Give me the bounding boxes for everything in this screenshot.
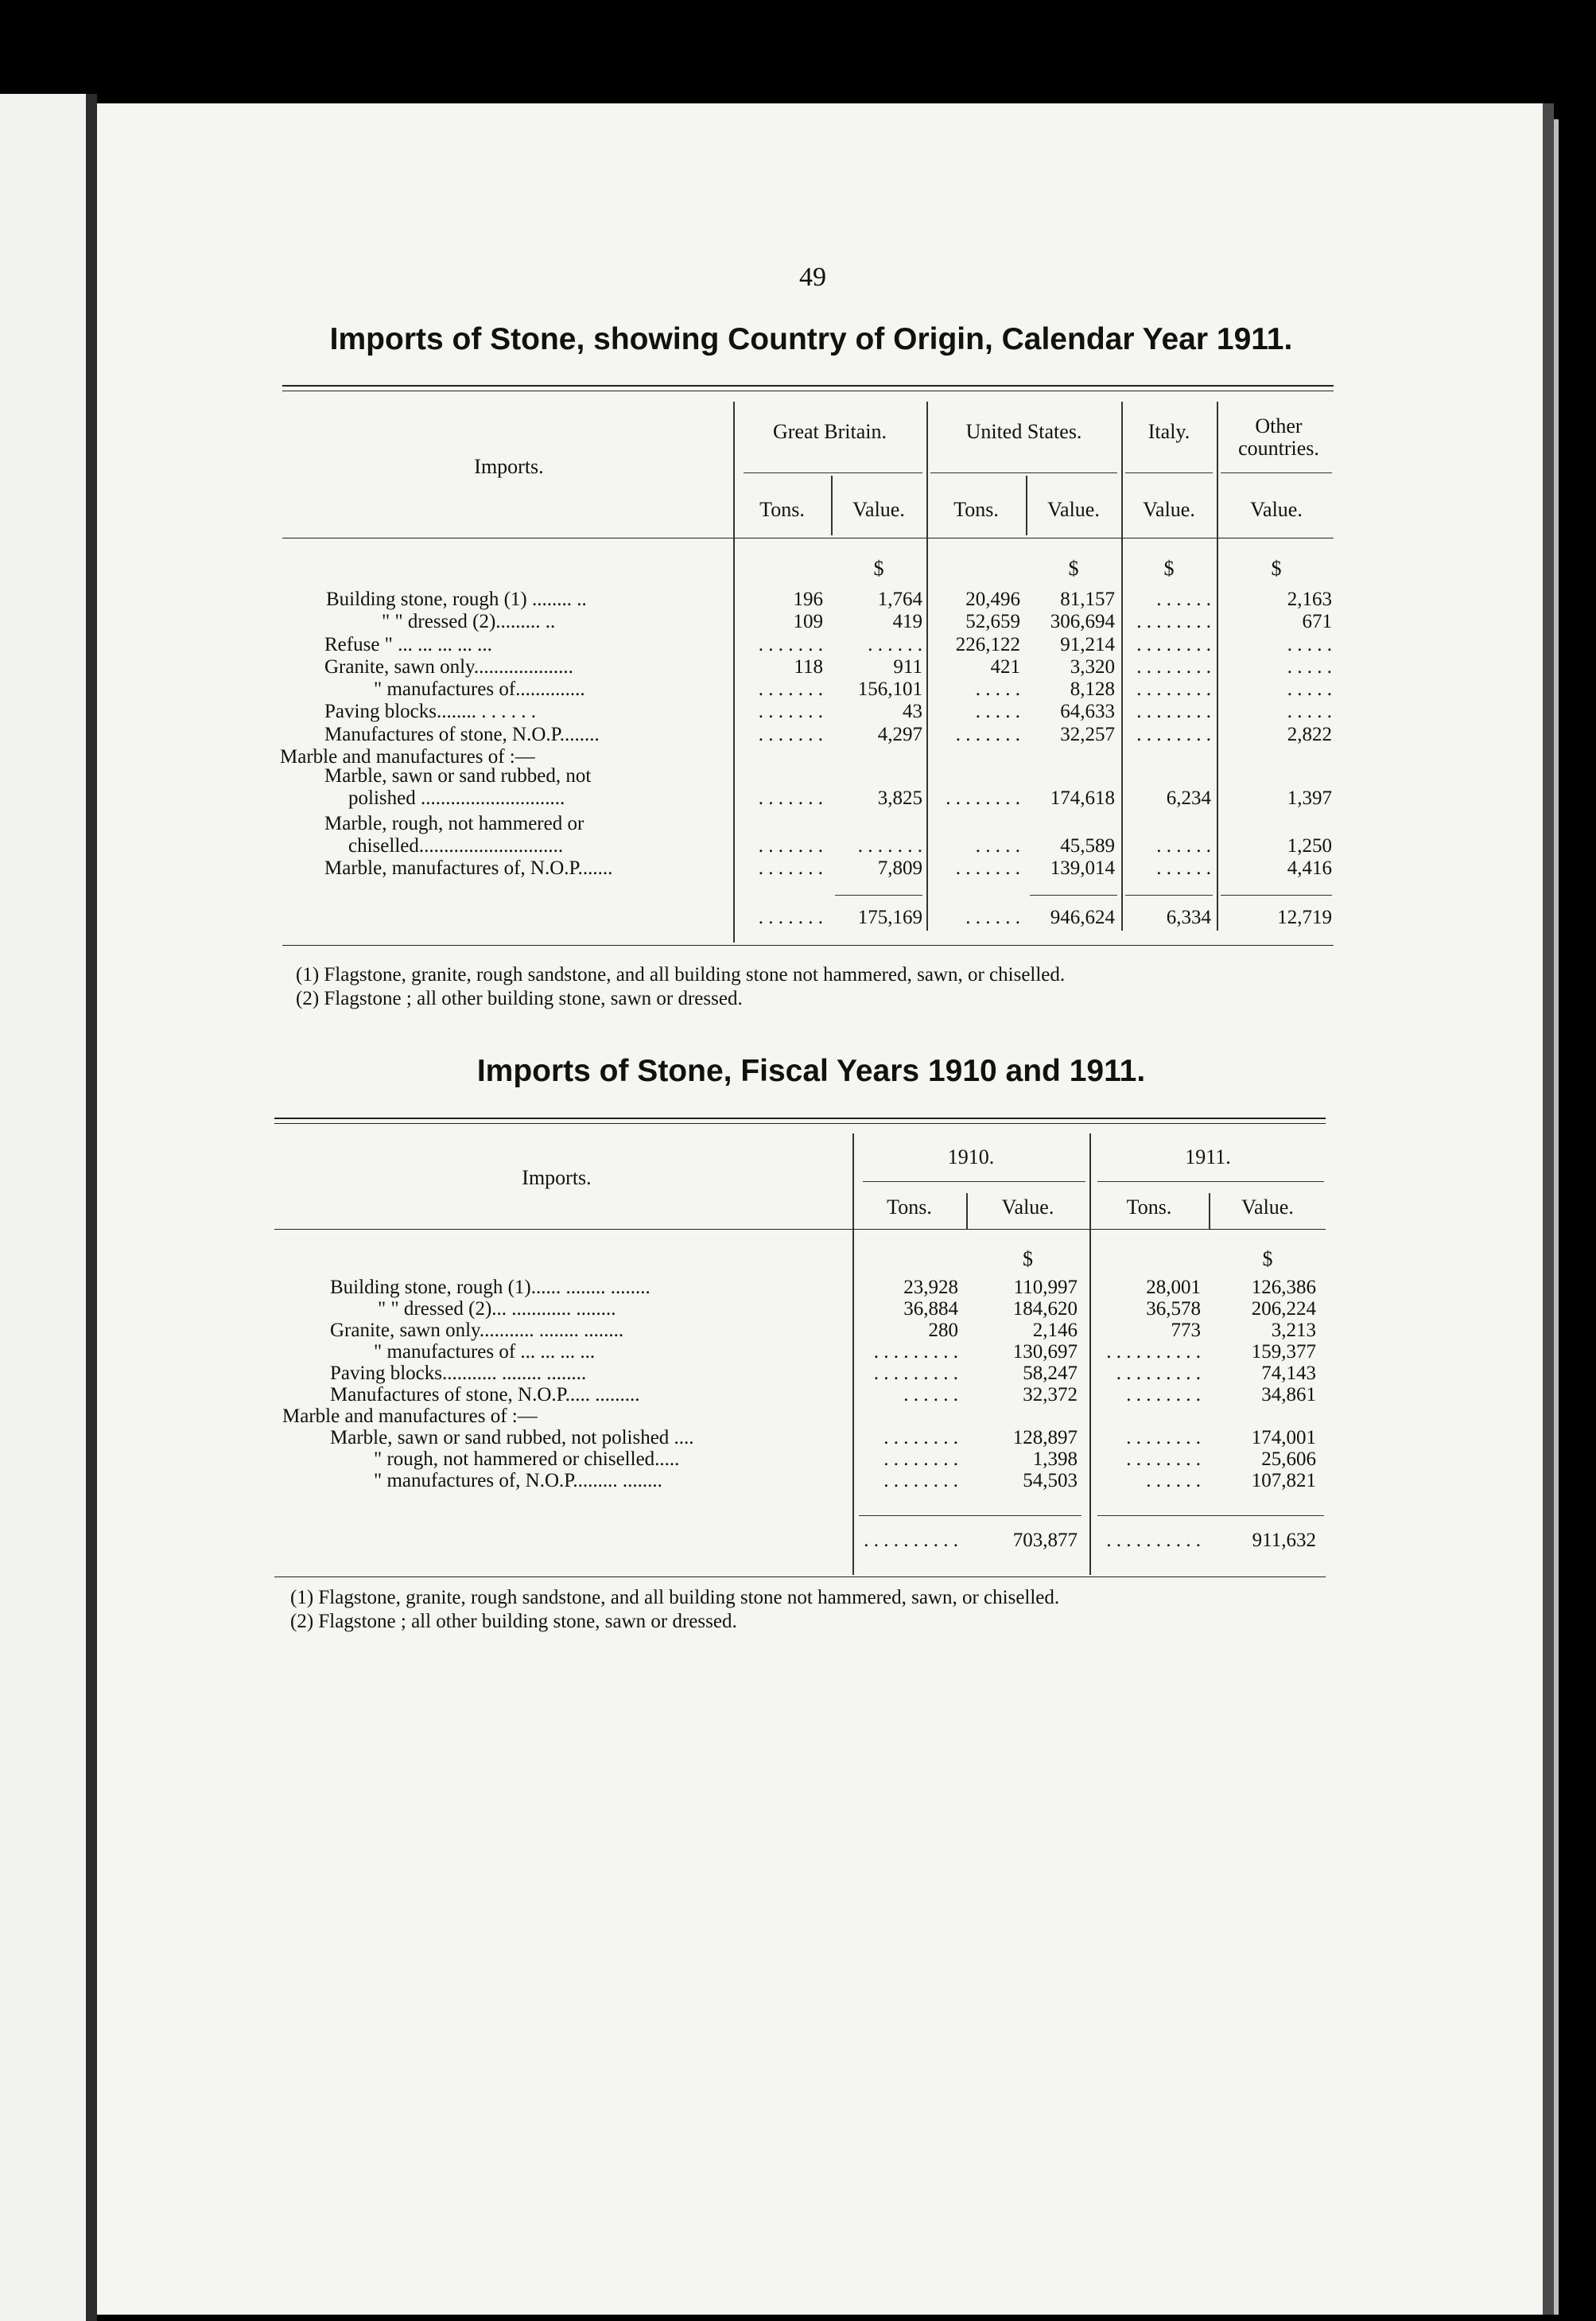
table1-cell: 306,694	[1050, 611, 1115, 632]
table1-footnote: (1) Flagstone, granite, rough sandstone, and all building stone not hammered, sawn, or chiselled.	[296, 964, 1066, 986]
table2-header-rule	[274, 1229, 1326, 1230]
table1-total-rule	[1221, 895, 1332, 896]
table1-cell: 2,163	[1287, 589, 1332, 610]
table1-row-label: " " dressed (2)......... ..	[382, 611, 556, 632]
table2-cell: . . . . . .	[1146, 1470, 1201, 1491]
table1-row-label: Marble, rough, not hammered or	[324, 813, 584, 834]
table2-cell: 58,247	[1023, 1363, 1078, 1384]
table1-cell: 43	[903, 701, 922, 722]
table1-cell: 64,633	[1060, 701, 1115, 722]
table2-cell: 54,503	[1023, 1470, 1078, 1491]
table1-cell: 6,234	[1166, 787, 1211, 809]
table1-title: Imports of Stone, showing Country of Origin, Calendar Year 1911.	[329, 322, 1293, 356]
table2-dollar-sign: $	[1262, 1247, 1273, 1270]
table1-cell: 174,618	[1050, 787, 1115, 809]
table2-total-cell: . . . . . . . . . .	[1106, 1530, 1201, 1551]
table1-cell: 226,122	[955, 634, 1020, 655]
table1-cell: 2,822	[1287, 724, 1332, 745]
table1-cell: 911	[893, 656, 922, 678]
table1-footnote: (2) Flagstone ; all other building stone, sawn or dressed.	[296, 988, 743, 1009]
table1-cell: 1,397	[1287, 787, 1332, 809]
table1-row-label: Manufactures of stone, N.O.P........	[324, 724, 600, 745]
table2-header-year: 1910.	[947, 1145, 995, 1168]
table2-cell: . . . . . . . .	[883, 1427, 958, 1448]
table1-cell: 671	[1302, 611, 1332, 632]
table1-cell: . . . . . . .	[758, 678, 823, 700]
table2-cell: . . . . . . . . . .	[1106, 1341, 1201, 1363]
table1-total-cell: 175,169	[857, 907, 922, 928]
table1-cell: 45,589	[1060, 835, 1115, 857]
table2-cell: 2,146	[1032, 1320, 1078, 1341]
table1-cell: . . . . . . .	[857, 835, 922, 857]
table1-cell: 196	[793, 589, 823, 610]
table1-row-label: Granite, sawn only....................	[324, 656, 573, 678]
table1-cell: 81,157	[1060, 589, 1115, 610]
table2-header-sub: Tons.	[887, 1195, 932, 1219]
table2-row-label: " " dressed (2)... ............ ........	[378, 1298, 616, 1320]
table2-cell: . . . . . . . . .	[873, 1341, 958, 1363]
table1-cell: . . . . . . .	[758, 787, 823, 809]
table1-header-group: Italy.	[1147, 420, 1190, 443]
table1-cell: . . . . . . . .	[1136, 611, 1211, 632]
table1-cell: . . . . . . .	[758, 701, 823, 722]
table1-cell: . . . . . .	[1156, 835, 1211, 857]
table2-group-rule	[1097, 1181, 1324, 1182]
table2-cell: 174,001	[1251, 1427, 1316, 1448]
table2-cell: 1,398	[1032, 1448, 1078, 1470]
table1-cell: . . . . .	[975, 835, 1020, 857]
table2-header-imports: Imports.	[522, 1166, 592, 1189]
table1-cell: 156,101	[857, 678, 922, 700]
table1-header-sub: Value.	[852, 498, 905, 521]
table2-cell: 34,861	[1261, 1384, 1316, 1405]
table1-cell: . . . . . . .	[758, 634, 823, 655]
table1-row-label: Marble and manufactures of :—	[280, 746, 535, 768]
table2-cell: 25,606	[1261, 1448, 1316, 1470]
table1-cell: . . . . . .	[1156, 857, 1211, 879]
table2-row-label: Building stone, rough (1)...... ........ ........	[330, 1277, 650, 1298]
table2-total-rule	[859, 1515, 1081, 1516]
page-gutter	[86, 94, 97, 2321]
table2-cell: 107,821	[1251, 1470, 1316, 1491]
table1-header-group: Great Britain.	[773, 420, 887, 443]
table2-dollar-sign: $	[1023, 1247, 1033, 1270]
table2-cell: 36,578	[1146, 1298, 1201, 1320]
table2-bottom-rule	[274, 1576, 1326, 1577]
table1-total-cell: 6,334	[1166, 907, 1211, 928]
table1-group-rule	[1125, 472, 1213, 473]
table1-cell: . . . . . . .	[758, 857, 823, 879]
table1-header-group: United States.	[965, 420, 1082, 443]
table2-cell: . . . . . . . .	[883, 1448, 958, 1470]
table2-cell: . . . . . . . .	[1126, 1384, 1201, 1405]
table2-row-label: " manufactures of ... ... ... ...	[374, 1341, 596, 1363]
table1-group-rule	[1221, 472, 1332, 473]
table2-header-sub: Value.	[1001, 1195, 1054, 1219]
table1-cell: 419	[892, 611, 922, 632]
table1-header-sub: Value.	[1047, 498, 1100, 521]
table2-cell: 159,377	[1251, 1341, 1316, 1363]
table2-cell: . . . . . . . . .	[873, 1363, 958, 1384]
table1-dollar-sign: $	[1163, 557, 1175, 580]
table1-dollar-sign: $	[1068, 557, 1079, 580]
table1-cell: . . . . .	[1287, 634, 1332, 655]
table2-cell: . . . . . .	[903, 1384, 958, 1405]
table1-cell: 3,320	[1070, 656, 1115, 678]
table1-row-label: Marble, manufactures of, N.O.P.......	[324, 857, 613, 879]
table1-header-imports: Imports.	[474, 455, 544, 478]
table2-top-rule	[274, 1118, 1326, 1119]
table1-cell: 8,128	[1070, 678, 1115, 700]
table1-cell: 91,214	[1060, 634, 1115, 655]
table1-cell: . . . . .	[1287, 656, 1332, 678]
table2-cell: 74,143	[1261, 1363, 1316, 1384]
table1-cell: . . . . . . . .	[946, 787, 1020, 809]
table2-cell: 3,213	[1271, 1320, 1316, 1341]
table2-row-label: Marble, sawn or sand rubbed, not polished ....	[330, 1427, 694, 1448]
table1-cell: . . . . . . .	[955, 857, 1020, 879]
table1-dollar-sign: $	[1271, 557, 1282, 580]
table1-cell: 1,764	[877, 589, 922, 610]
table2-cell: 773	[1171, 1320, 1201, 1341]
table2-cell: 32,372	[1023, 1384, 1078, 1405]
table2-cell: 28,001	[1146, 1277, 1201, 1298]
table1-cell: . . . . .	[975, 701, 1020, 722]
table1-cell: . . . . . . . .	[1136, 701, 1211, 722]
table1-cell: 421	[990, 656, 1020, 678]
table2-header-year: 1911.	[1185, 1145, 1231, 1168]
table1-total-cell: . . . . . . .	[758, 907, 823, 928]
table1-cell: 3,825	[877, 787, 922, 809]
table1-cell: . . . . . .	[1156, 589, 1211, 610]
table1-cell: . . . . . . . .	[1136, 634, 1211, 655]
table1-header-sub: Tons.	[759, 498, 805, 521]
table1-group-rule	[744, 472, 922, 473]
table2-total-rule	[1097, 1515, 1324, 1516]
table1-cell: 20,496	[965, 589, 1020, 610]
table2-cell: . . . . . . . .	[1126, 1427, 1201, 1448]
table2-top-rule	[274, 1123, 1326, 1124]
table1-cell: . . . . .	[1287, 701, 1332, 722]
table1-cell: . . . . . . .	[758, 724, 823, 745]
table2-row-label: Granite, sawn only........... ........ ........	[330, 1320, 624, 1341]
table2-cell: 280	[928, 1320, 958, 1341]
table1-total-cell: 12,719	[1277, 907, 1332, 928]
table1-header-group: Other countries.	[1238, 414, 1319, 460]
table2-row-label: " manufactures of, N.O.P......... ........	[374, 1470, 662, 1491]
table2-footnote: (2) Flagstone ; all other building stone, sawn or dressed.	[290, 1611, 737, 1632]
table1-row-label: Marble, sawn or sand rubbed, not	[324, 765, 592, 787]
table1-row-label: Paving blocks........ . . . . . .	[324, 701, 536, 722]
table1-total-rule	[1125, 895, 1213, 896]
table1-top-rule	[282, 385, 1334, 387]
table1-cell: 7,809	[877, 857, 922, 879]
table2-total-cell: . . . . . . . . . .	[864, 1530, 958, 1551]
table1-cell: . . . . .	[1287, 678, 1332, 700]
table2-header-sub: Tons.	[1126, 1195, 1172, 1219]
table2-header-sub: Value.	[1241, 1195, 1294, 1219]
table1-cell: 32,257	[1060, 724, 1115, 745]
table1-row-label: Building stone, rough (1) ........ ..	[326, 589, 587, 610]
table1-cell: . . . . . . .	[758, 835, 823, 857]
table1-row-label: chiselled.............................	[348, 835, 564, 857]
table2-total-cell: 703,877	[1012, 1530, 1078, 1551]
table1-cell: 1,250	[1287, 835, 1332, 857]
table2-row-label: Manufactures of stone, N.O.P..... .........	[330, 1384, 640, 1405]
table1-cell: . . . . . . .	[955, 724, 1020, 745]
table2-cell: . . . . . . . .	[1126, 1448, 1201, 1470]
table2-cell: 130,697	[1012, 1341, 1078, 1363]
table1-cell: . . . . . . . .	[1136, 656, 1211, 678]
table1-row-label: polished .............................	[348, 787, 565, 809]
table2-cell: 110,997	[1013, 1277, 1078, 1298]
table1-row-label: Refuse " ... ... ... ... ...	[324, 634, 492, 655]
table2-cell: 36,884	[903, 1298, 958, 1320]
table2-title: Imports of Stone, Fiscal Years 1910 and 1911.	[476, 1054, 1146, 1088]
table1-cell: . . . . . . . .	[1136, 678, 1211, 700]
table2-cell: 206,224	[1251, 1298, 1316, 1320]
table2-cell: 128,897	[1012, 1427, 1078, 1448]
table1-header-sub: Value.	[1143, 498, 1195, 521]
table2-cell: . . . . . . . . .	[1116, 1363, 1201, 1384]
table1-cell: 4,297	[877, 724, 922, 745]
table2-cell: 23,928	[903, 1277, 958, 1298]
table1-total-cell: 946,624	[1050, 907, 1115, 928]
table1-total-cell: . . . . . .	[965, 907, 1020, 928]
table1-cell: . . . . . . . .	[1136, 724, 1211, 745]
table1-header-sub: Tons.	[953, 498, 999, 521]
table2-cell: . . . . . . . .	[883, 1470, 958, 1491]
table2-row-label: " rough, not hammered or chiselled.....	[374, 1448, 680, 1470]
table1-cell: 139,014	[1050, 857, 1115, 879]
table1-cell: 52,659	[965, 611, 1020, 632]
table1-cell: 109	[793, 611, 823, 632]
table1-cell: . . . . . .	[868, 634, 922, 655]
page-number: 49	[799, 262, 826, 292]
table1-total-rule	[1030, 895, 1117, 896]
table1-dollar-sign: $	[873, 557, 884, 580]
table1-cell: . . . . .	[975, 678, 1020, 700]
table1-group-rule	[930, 472, 1117, 473]
table2-total-cell: 911,632	[1252, 1530, 1316, 1551]
table1-cell: 4,416	[1287, 857, 1332, 879]
table1-total-rule	[835, 895, 922, 896]
table1-row-label: " manufactures of..............	[374, 678, 585, 700]
table1-cell: 118	[794, 656, 823, 678]
table2-row-label: Paving blocks........... ........ ........	[330, 1363, 587, 1384]
table2-group-rule	[863, 1181, 1085, 1182]
table1-header-sub: Value.	[1250, 498, 1303, 521]
table2-cell: 184,620	[1012, 1298, 1078, 1320]
table1-bottom-rule	[282, 945, 1334, 946]
facing-page-edge	[0, 94, 86, 2321]
table2-footnote: (1) Flagstone, granite, rough sandstone, and all building stone not hammered, sawn, or chiselled.	[290, 1587, 1060, 1608]
table2-cell: 126,386	[1251, 1277, 1316, 1298]
table2-row-label: Marble and manufactures of :—	[282, 1405, 538, 1427]
